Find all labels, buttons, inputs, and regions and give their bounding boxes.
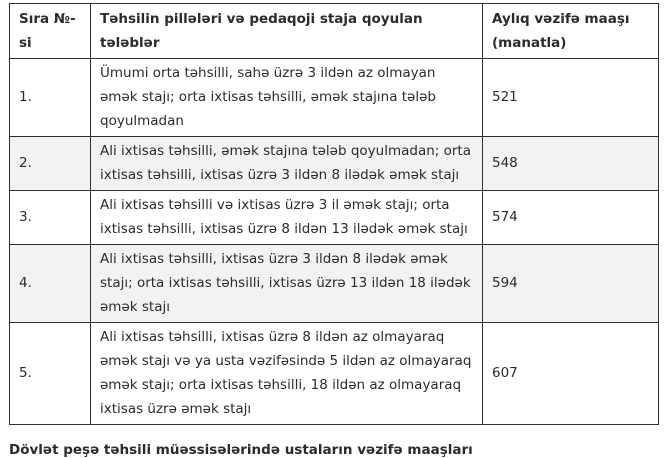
row-salary: 548 [483, 137, 659, 191]
salary-table [9, 3, 659, 425]
row-number: 5. [10, 323, 91, 425]
table-row [10, 59, 659, 137]
table-row [10, 137, 659, 191]
row-requirement: Ümumi orta təhsilli, sahə üzrə 3 ildən az olmayan əmək stajı; orta ixtisas təhsilli, əmək stajına tələb qoyulmadan [91, 59, 483, 137]
row-number: 1. [10, 59, 91, 137]
cut-off-text: Dövlət peşə təhsili müəssisələrində ustaların vəzifə maaşları [9, 442, 473, 458]
row-number: 4. [10, 245, 91, 323]
row-salary: 521 [483, 59, 659, 137]
table-row [10, 323, 659, 425]
header-requirements: Təhsilin pillələri və pedaqoji staja qoyulan tələblər [91, 4, 483, 59]
row-requirement: Ali ixtisas təhsilli, ixtisas üzrə 8 ildən az olmayaraq əmək stajı və ya usta vəzifəsində 5 ildən az olmayaraq əmək stajı; orta ixtisas təhsilli, 18 ildən az olmayaraq ixtisas üzrə əmək stajı [91, 323, 483, 425]
header-salary: Aylıq vəzifə maaşı (manatla) [483, 4, 659, 59]
row-number: 2. [10, 137, 91, 191]
table-row [10, 245, 659, 323]
row-salary: 594 [483, 245, 659, 323]
table-row [10, 191, 659, 245]
cut-off-text-line [9, 438, 658, 458]
row-requirement: Ali ixtisas təhsilli və ixtisas üzrə 3 il əmək stajı; orta ixtisas təhsilli, ixtisas üzrə 8 ildən 13 ilədək əmək stajı [91, 191, 483, 245]
row-number: 3. [10, 191, 91, 245]
table-header-row [10, 4, 659, 59]
row-requirement: Ali ixtisas təhsilli, əmək stajına tələb qoyulmadan; orta ixtisas təhsilli, ixtisas üzrə 3 ildən 8 ilədək əmək stajı [91, 137, 483, 191]
row-salary: 574 [483, 191, 659, 245]
header-number: Sıra №-si [10, 4, 91, 59]
row-salary: 607 [483, 323, 659, 425]
row-requirement: Ali ixtisas təhsilli, ixtisas üzrə 3 ildən 8 ilədək əmək stajı; orta ixtisas təhsilli, ixtisas üzrə 13 ildən 18 ilədək əmək stajı [91, 245, 483, 323]
